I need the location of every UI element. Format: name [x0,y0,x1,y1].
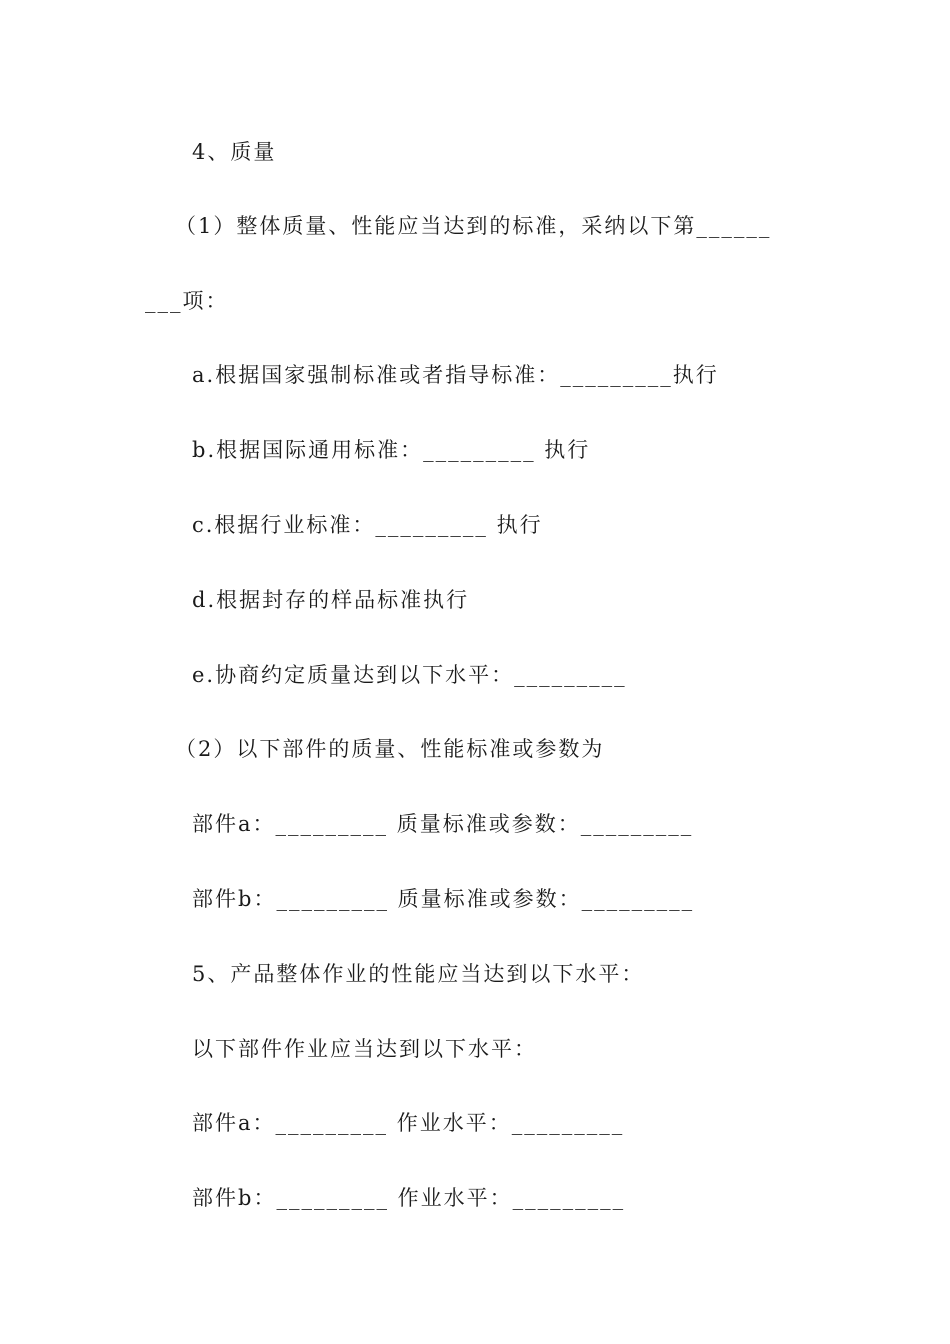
part-a-quality: 部件a：_________ 质量标准或参数：_________ [192,812,694,836]
paragraph-line: ___项： [145,289,229,313]
option-b: b.根据国际通用标准：_________ 执行 [192,438,591,462]
option-a: a.根据国家强制标准或者指导标准：_________执行 [192,363,719,387]
part-b-performance: 部件b：_________ 作业水平：_________ [192,1186,626,1210]
option-e: e.协商约定质量达到以下水平：_________ [192,663,627,687]
paragraph-line: 以下部件作业应当达到以下水平： [192,1037,537,1061]
option-d: d.根据封存的样品标准执行 [192,588,470,612]
section-heading-performance: 5、产品整体作业的性能应当达到以下水平： [192,962,645,986]
subsection-parts-quality: （2）以下部件的质量、性能标准或参数为 [175,737,605,761]
paragraph-line: （1）整体质量、性能应当达到的标准，采纳以下第______ [175,214,772,238]
part-b-quality: 部件b：_________ 质量标准或参数：_________ [192,887,695,911]
option-c: c.根据行业标准：_________ 执行 [192,513,543,537]
section-heading-quality: 4、质量 [192,140,277,164]
part-a-performance: 部件a：_________ 作业水平：_________ [192,1111,625,1135]
